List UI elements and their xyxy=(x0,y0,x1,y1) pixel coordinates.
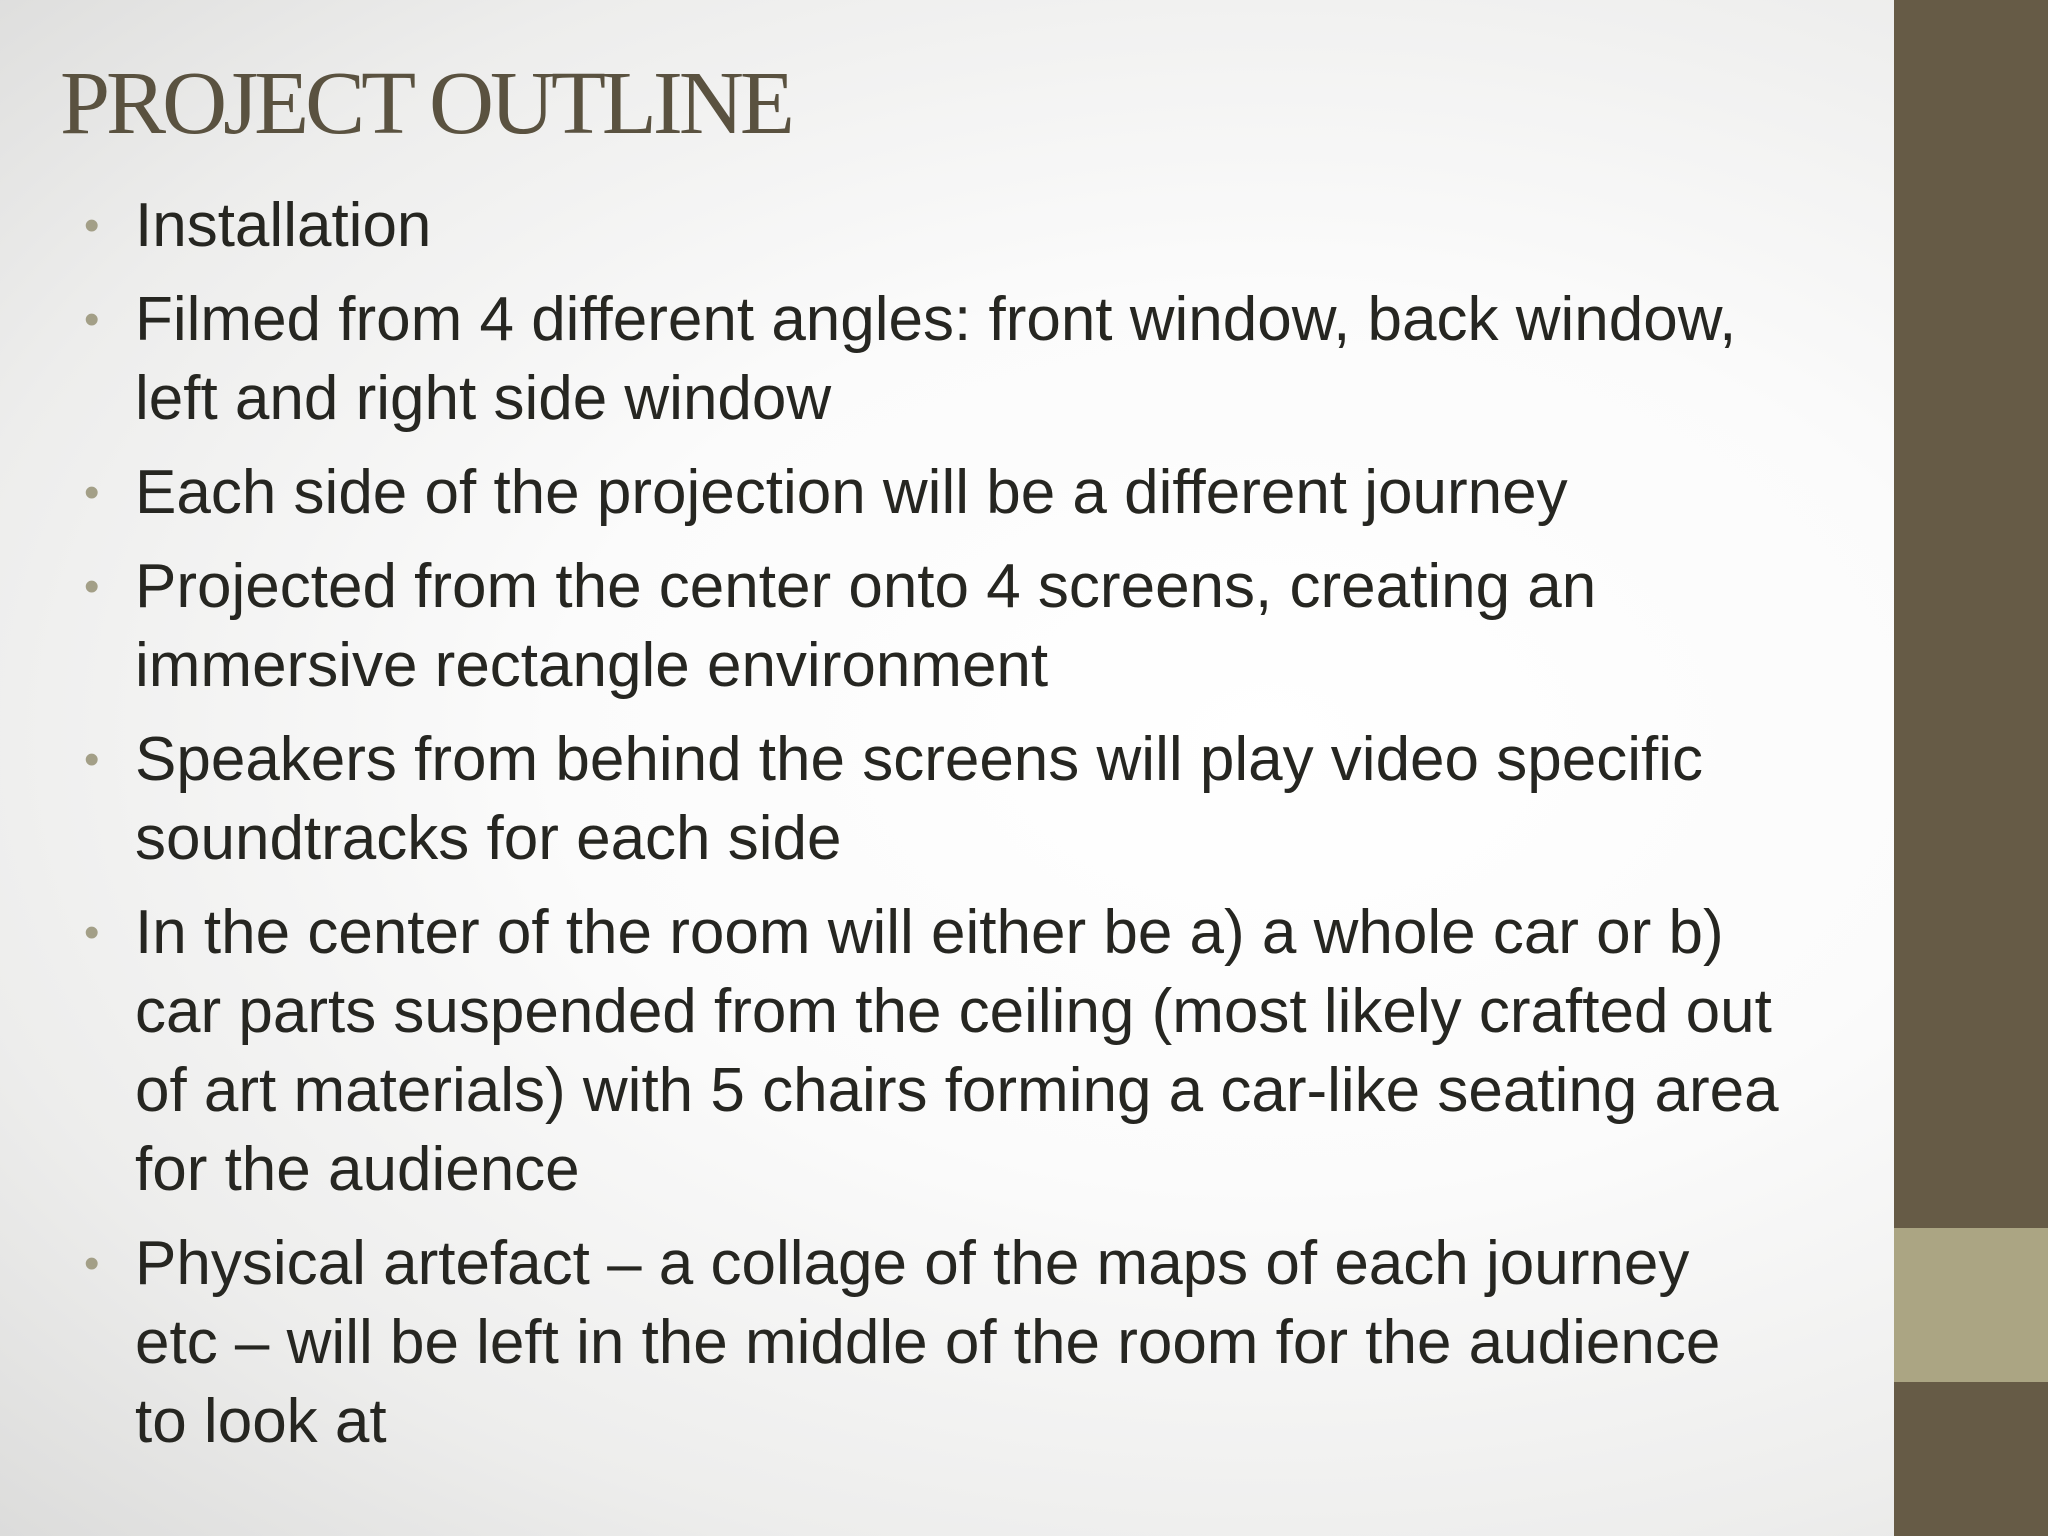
slide-title: PROJECT OUTLINE xyxy=(60,54,791,153)
bullet-text: Each side of the projection will be a different journey xyxy=(135,458,1568,527)
bullet-icon: • xyxy=(84,562,100,611)
bullet-text: Installation xyxy=(135,191,432,260)
sidebar-dark-block xyxy=(1894,0,2048,1228)
bullet-text: In the center of the room will either be a) a whole car or b) car parts suspended from the ceiling (most likely crafted out of art materials) with 5 chairs forming a car-like seating area for the audience xyxy=(135,898,1779,1204)
bullet-text: Filmed from 4 different angles: front window, back window, left and right side window xyxy=(135,285,1737,433)
bullet-text: Speakers from behind the screens will play video specific soundtracks for each side xyxy=(135,725,1703,873)
bullet-icon: • xyxy=(84,1239,100,1288)
bullet-list xyxy=(84,186,1784,1476)
bullet-item xyxy=(84,547,1784,705)
bullet-icon: • xyxy=(84,295,100,344)
sidebar-dark-block xyxy=(1894,1382,2048,1536)
bullet-item xyxy=(84,453,1784,532)
bullet-item xyxy=(84,893,1784,1209)
decorative-sidebar xyxy=(1894,0,2048,1536)
bullet-icon: • xyxy=(84,735,100,784)
bullet-icon: • xyxy=(84,908,100,957)
bullet-item xyxy=(84,280,1784,438)
bullet-text: Projected from the center onto 4 screens, creating an immersive rectangle environment xyxy=(135,552,1597,700)
sidebar-light-block xyxy=(1894,1228,2048,1382)
bullet-item xyxy=(84,186,1784,265)
bullet-item xyxy=(84,1224,1784,1461)
bullet-icon: • xyxy=(84,468,100,517)
bullet-item xyxy=(84,720,1784,878)
bullet-text: Physical artefact – a collage of the maps of each journey etc – will be left in the middle of the room for the audience to look at xyxy=(135,1229,1721,1456)
bullet-icon: • xyxy=(84,201,100,250)
